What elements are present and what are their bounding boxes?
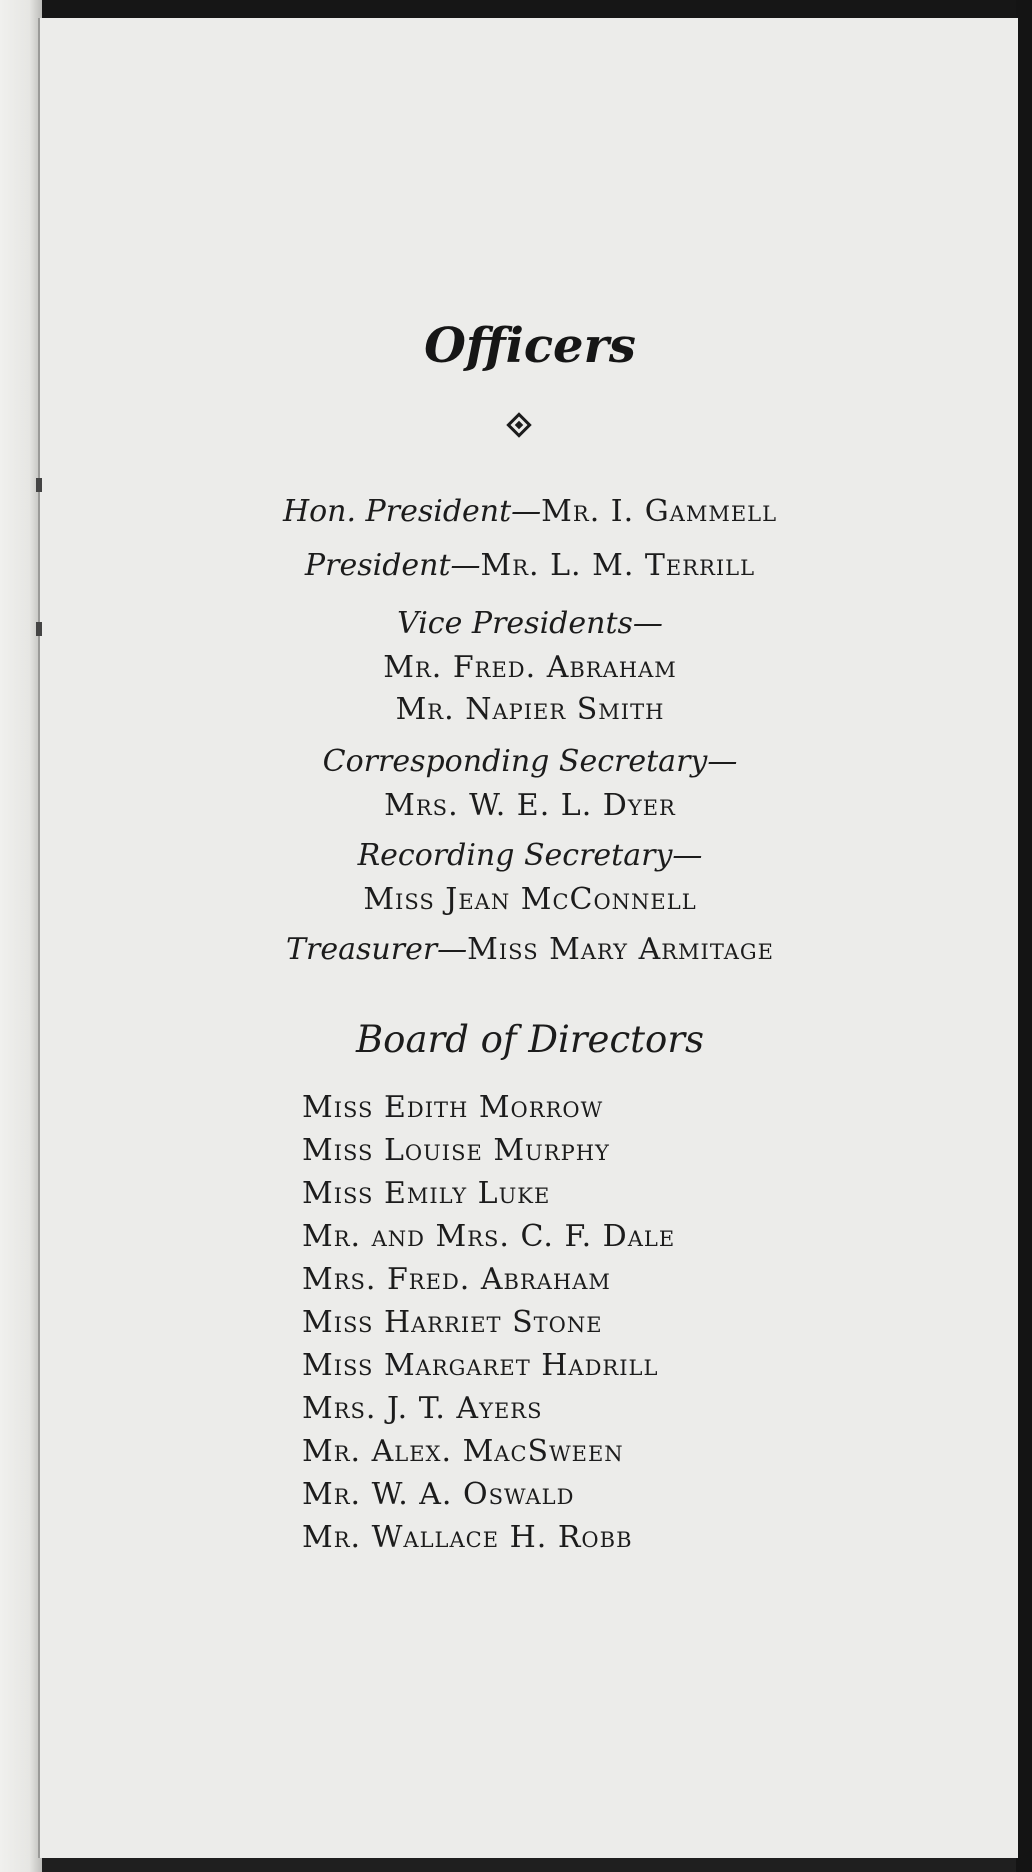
president-line: [40, 548, 1020, 583]
board-member: Mr. Alex. MacSween: [302, 1434, 624, 1469]
recording-secretary-role: Recording Secretary—: [357, 838, 703, 873]
board-member: Miss Edith Morrow: [302, 1090, 604, 1125]
board-member: Mr. and Mrs. C. F. Dale: [302, 1219, 676, 1254]
vice-president-2: Mr. Napier Smith: [395, 692, 665, 727]
scan-top-edge: [0, 0, 1032, 18]
corresponding-secretary-role: Corresponding Secretary—: [322, 744, 738, 779]
treasurer-line: [40, 932, 1020, 967]
board-member: Miss Harriet Stone: [302, 1305, 603, 1340]
treasurer-role: Treasurer—: [286, 932, 468, 967]
board-member: Mrs. J. T. Ayers: [302, 1391, 543, 1426]
board-member: Miss Louise Murphy: [302, 1133, 610, 1168]
board-heading: Board of Directors: [355, 1018, 704, 1061]
facing-page-edge: [0, 0, 42, 1872]
board-member: Mr. Wallace H. Robb: [302, 1520, 633, 1555]
hon-president-line: [40, 494, 1020, 529]
treasurer-name: Miss Mary Armitage: [467, 932, 774, 967]
page-title: Officers: [424, 318, 636, 374]
hon-president-role: Hon. President—: [282, 494, 542, 529]
president-name: Mr. L. M. Terrill: [480, 548, 756, 583]
page-content: [40, 18, 1020, 1858]
corresponding-secretary-name: Mrs. W. E. L. Dyer: [384, 788, 676, 823]
vice-presidents-role: Vice Presidents—: [397, 606, 663, 641]
binding-tick: [36, 478, 42, 492]
document-page: [38, 18, 1018, 1858]
president-role: President—: [304, 548, 481, 583]
vice-president-1: Mr. Fred. Abraham: [383, 650, 677, 685]
board-member: Miss Emily Luke: [302, 1176, 551, 1211]
board-member: Mrs. Fred. Abraham: [302, 1262, 611, 1297]
board-member: Mr. W. A. Oswald: [302, 1477, 575, 1512]
binding-tick: [36, 622, 42, 636]
hon-president-name: Mr. I. Gammell: [541, 494, 778, 529]
board-members-list: [302, 1086, 675, 1559]
diamond-ornament-icon: [506, 412, 531, 437]
recording-secretary-name: Miss Jean McConnell: [363, 882, 697, 917]
board-member: Miss Margaret Hadrill: [302, 1348, 659, 1383]
